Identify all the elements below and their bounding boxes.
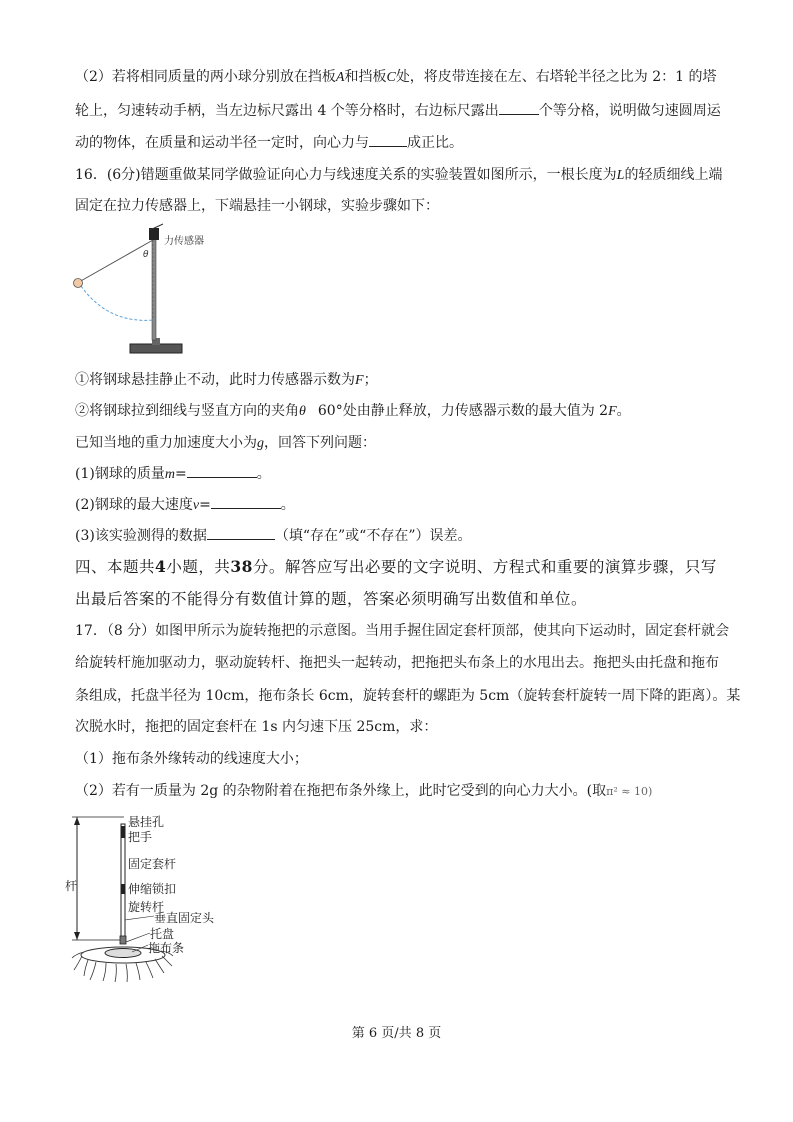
q17-stem-line3: 条组成，托盘半径为 10cm，拖布条长 6cm，旋转套杆的螺距为 5cm（旋转套杆旋转一周下降的距离）。某 [75, 688, 741, 704]
q16-step2: ②将钢球拉到细线与竖直方向的夹角θ 60°处由静止释放，力传感器示数的最大值为 2F。 [75, 403, 631, 419]
q16-sub3: (3)该实验测得的数据 （填“存在”或“不存在”）误差。 [75, 525, 471, 546]
label-handle: 把手 [128, 830, 153, 844]
q17-stem-line2: 给旋转杆施加驱动力，驱动旋转杆、拖把头一起转动，把拖把头布条上的水甩出去。拖把头由托盘和拖布 [75, 655, 719, 671]
q16-sub2: (2)钢球的最大速度v= 。 [75, 494, 295, 516]
var-A: A [335, 70, 345, 85]
q16-known: 已知当地的重力加速度大小为g，回答下列问题： [75, 435, 376, 451]
section4-header-line2: 出最后答案的不能得分有数值计算的题，答案必须明确写出数值和单位。 [75, 590, 588, 608]
pendulum-string [79, 240, 153, 282]
var-L: L [616, 168, 625, 183]
q16-sub1: (1)钢球的质量m= 。 [75, 463, 271, 485]
page-footer: 第 6 页/共 8 页 [351, 1026, 442, 1041]
answer-blank [211, 494, 281, 509]
steel-ball [74, 279, 83, 288]
q15-part2-line1: （2）若将相同质量的两小球分别放在挡板A和挡板C处，将皮带连接在左、右塔轮半径之比为 2：1 的塔 [75, 69, 717, 85]
q15-part2-line3: 动的物体，在质量和运动半径一定时，向心力与 成正比。 [75, 132, 463, 153]
mop-figure [62, 812, 252, 1002]
label-fixed-sleeve: 固定套杆 [128, 857, 177, 871]
answer-blank [499, 100, 539, 115]
answer-blank [207, 525, 275, 540]
q16-step1: ①将钢球悬挂静止不动，此时力传感器示数为F； [75, 372, 378, 388]
theta-label: θ [143, 250, 149, 260]
stand-base [130, 344, 182, 353]
swing-path [81, 286, 154, 320]
q17-stem-line1: 17．（8 分）如图甲所示为旋转拖把的示意图。当用手握住固定套杆顶部，使其向下运动时，固定套杆就会 [75, 623, 730, 639]
mop-rod [121, 824, 125, 938]
q17-stem-line4: 次脱水时，拖把的固定套杆在 1s 内匀速下压 25cm，求： [75, 719, 438, 735]
label-hang-hole: 悬挂孔 [128, 815, 165, 829]
pi-approx-formula: π² ≈ 10) [606, 785, 653, 798]
q16-stem-line1: 16．(6分)错题重做某同学做验证向心力与线速度关系的实验装置如图所示，一根长度为L的轻质细线上端 [75, 167, 723, 183]
q16-stem-line2: 固定在拉力传感器上，下端悬挂一小钢球，实验步骤如下： [75, 198, 439, 214]
pendulum-figure [68, 222, 228, 362]
section4-header-line1: 四、本题共4小题，共38分。解答应写出必要的文字说明、方程式和重要的演算步骤，只写 [75, 557, 717, 576]
label-fixed-head: 垂直固定头 [154, 911, 215, 925]
q17-part2: （2）若有一质量为 2g 的杂物附着在拖把布条外缘上，此时它受到的向心力大小。(取π² ≈ 10) [75, 783, 653, 799]
q15-part2-line2: 轮上，匀速转动手柄，当左边标尺露出 4 个等分格时，右边标尺露出 个等分格，说明做匀速圆周运 [75, 100, 721, 121]
label-mop-strips: 拖布条 [148, 941, 185, 955]
lock-clasp [121, 884, 125, 894]
answer-blank [187, 463, 257, 478]
fixed-head [120, 936, 126, 944]
label-rotating-rod: 旋转杆 [128, 900, 165, 914]
handle [121, 826, 125, 838]
sensor-label: 力传感器 [164, 236, 204, 247]
label-lock-clasp: 伸缩锁扣 [128, 882, 177, 896]
tray [105, 949, 141, 958]
stand-pole [152, 236, 156, 340]
rod-side-label: 杆 [65, 879, 78, 893]
q17-part1: （1）拖布条外缘转动的线速度大小； [75, 751, 308, 767]
answer-blank [369, 132, 407, 147]
var-C: C [386, 70, 396, 85]
label-tray: 托盘 [150, 927, 175, 941]
